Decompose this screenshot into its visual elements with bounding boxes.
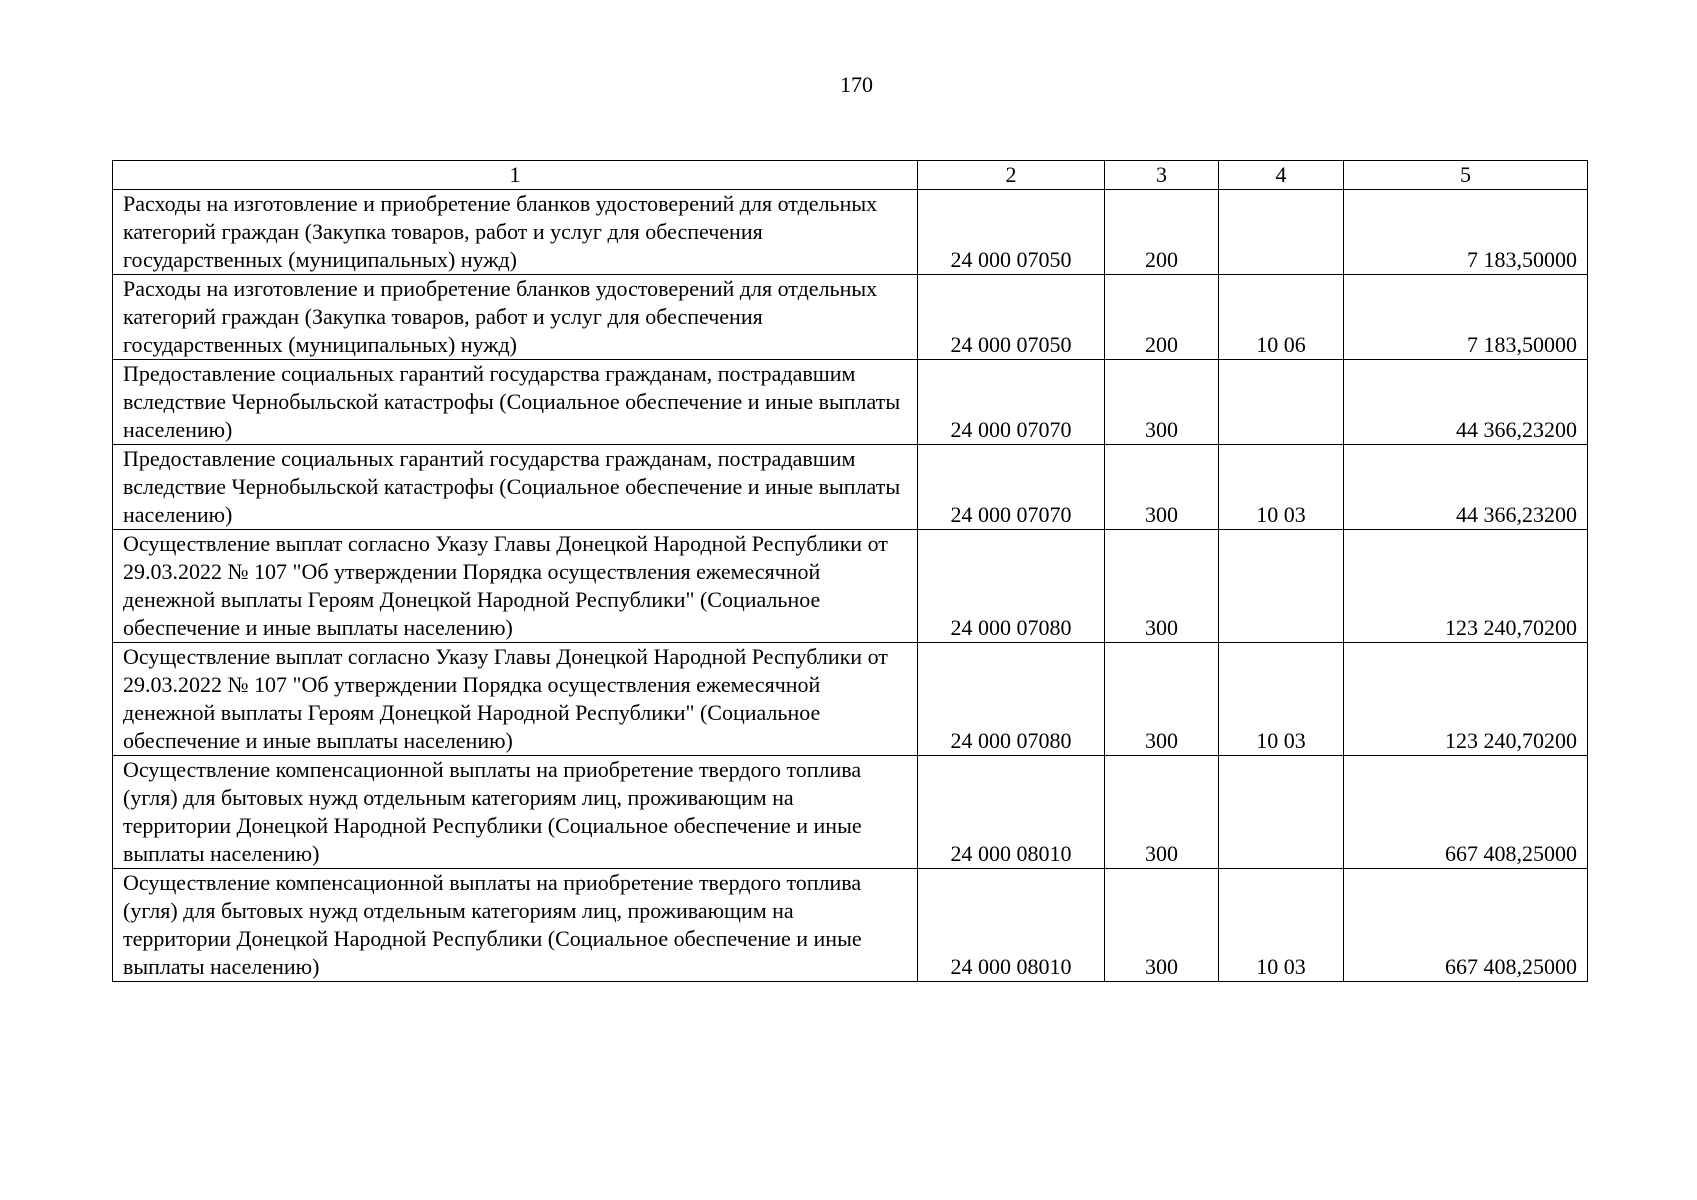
table-row: [113, 360, 1588, 445]
row-target-code: 24 000 08010: [918, 869, 1105, 982]
table-row: [113, 643, 1588, 756]
budget-table: [112, 160, 1588, 982]
row-sum: 44 366,23200: [1344, 445, 1588, 530]
header-col-2: 2: [918, 161, 1105, 190]
row-expense-type: 200: [1105, 190, 1219, 275]
page-number: 170: [840, 72, 873, 97]
row-description: Осуществление компенсационной выплаты на приобретение твердого топлива (угля) для бытовых нужд отдельным категориям лиц, проживающим на территории Донецкой Народной Республики (Социальное обеспечение и иные выплаты населению): [113, 756, 918, 869]
header-col-3: 3: [1105, 161, 1219, 190]
row-section: 10 06: [1219, 275, 1344, 360]
row-description: Предоставление социальных гарантий государства гражданам, пострадавшим вследствие Чернобыльской катастрофы (Социальное обеспечение и иные выплаты населению): [113, 360, 918, 445]
table-row: [113, 869, 1588, 982]
row-section: [1219, 756, 1344, 869]
row-section: 10 03: [1219, 643, 1344, 756]
row-sum: 667 408,25000: [1344, 869, 1588, 982]
row-description: Осуществление выплат согласно Указу Главы Донецкой Народной Республики от 29.03.2022 № 107 "Об утверждении Порядка осуществления ежемесячной денежной выплаты Героям Донецкой Народной Республики" (Социальное обеспечение и иные выплаты населению): [113, 643, 918, 756]
table-row: [113, 530, 1588, 643]
row-expense-type: 300: [1105, 643, 1219, 756]
header-col-1: 1: [113, 161, 918, 190]
row-sum: 123 240,70200: [1344, 530, 1588, 643]
header-col-4: 4: [1219, 161, 1344, 190]
row-target-code: 24 000 07080: [918, 643, 1105, 756]
header-col-5: 5: [1344, 161, 1588, 190]
table-row: [113, 275, 1588, 360]
row-expense-type: 300: [1105, 445, 1219, 530]
row-sum: 123 240,70200: [1344, 643, 1588, 756]
row-section: 10 03: [1219, 445, 1344, 530]
row-expense-type: 200: [1105, 275, 1219, 360]
row-section: [1219, 360, 1344, 445]
table-row: [113, 190, 1588, 275]
row-target-code: 24 000 08010: [918, 756, 1105, 869]
row-expense-type: 300: [1105, 360, 1219, 445]
row-sum: 44 366,23200: [1344, 360, 1588, 445]
row-sum: 7 183,50000: [1344, 275, 1588, 360]
row-section: [1219, 530, 1344, 643]
row-expense-type: 300: [1105, 530, 1219, 643]
row-description: Осуществление компенсационной выплаты на приобретение твердого топлива (угля) для бытовых нужд отдельным категориям лиц, проживающим на территории Донецкой Народной Республики (Социальное обеспечение и иные выплаты населению): [113, 869, 918, 982]
header-row: [113, 161, 1588, 190]
row-description: Расходы на изготовление и приобретение бланков удостоверений для отдельных категорий граждан (Закупка товаров, работ и услуг для обеспечения государственных (муниципальных) нужд): [113, 275, 918, 360]
row-expense-type: 300: [1105, 756, 1219, 869]
row-target-code: 24 000 07070: [918, 360, 1105, 445]
table-row: [113, 445, 1588, 530]
row-description: Расходы на изготовление и приобретение бланков удостоверений для отдельных категорий граждан (Закупка товаров, работ и услуг для обеспечения государственных (муниципальных) нужд): [113, 190, 918, 275]
row-target-code: 24 000 07070: [918, 445, 1105, 530]
row-sum: 667 408,25000: [1344, 756, 1588, 869]
row-section: 10 03: [1219, 869, 1344, 982]
row-target-code: 24 000 07080: [918, 530, 1105, 643]
row-expense-type: 300: [1105, 869, 1219, 982]
row-description: Предоставление социальных гарантий государства гражданам, пострадавшим вследствие Чернобыльской катастрофы (Социальное обеспечение и иные выплаты населению): [113, 445, 918, 530]
table-row: [113, 756, 1588, 869]
row-target-code: 24 000 07050: [918, 190, 1105, 275]
row-sum: 7 183,50000: [1344, 190, 1588, 275]
row-section: [1219, 190, 1344, 275]
row-description: Осуществление выплат согласно Указу Главы Донецкой Народной Республики от 29.03.2022 № 107 "Об утверждении Порядка осуществления ежемесячной денежной выплаты Героям Донецкой Народной Республики" (Социальное обеспечение и иные выплаты населению): [113, 530, 918, 643]
row-target-code: 24 000 07050: [918, 275, 1105, 360]
